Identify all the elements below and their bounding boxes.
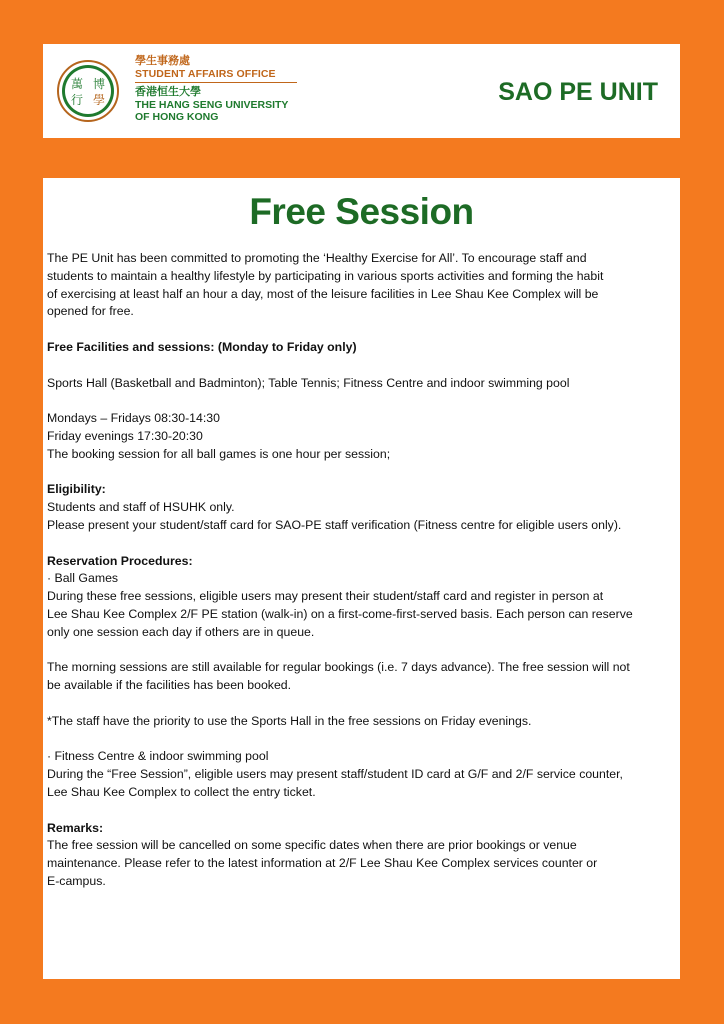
ball-games-line: During these free sessions, eligible users may present their student/staff card and register in person at xyxy=(47,589,604,604)
staff-priority-note: *The staff have the priority to use the Sports Hall in the free sessions on Friday evenings. xyxy=(47,713,532,728)
unit-title: SAO PE UNIT xyxy=(498,78,658,106)
schedule-line: Friday evenings 17:30-20:30 xyxy=(47,428,203,443)
seal-char-1: 萬 xyxy=(70,77,84,91)
reservation-heading: Reservation Procedures: xyxy=(47,553,193,568)
schedule-line: The booking session for all ball games is one hour per session; xyxy=(47,446,391,461)
eligibility-heading: Eligibility: xyxy=(47,482,106,497)
ball-games-line: Lee Shau Kee Complex 2/F PE station (walk-in) on a first-come-first-served basis. Each person can reserve xyxy=(47,606,633,621)
ball-games-label: · Ball Games xyxy=(47,571,119,586)
page-title: Free Session xyxy=(249,191,474,232)
university-name-chinese: 香港恒生大學 xyxy=(135,86,201,98)
university-name-english-line1: THE HANG SENG UNIVERSITY xyxy=(135,99,289,111)
remarks-line: The free session will be cancelled on some specific dates when there are prior bookings or venue xyxy=(47,838,577,853)
fitness-label: · Fitness Centre & indoor swimming pool xyxy=(47,749,269,764)
fitness-line: During the “Free Session”, eligible users may present staff/student ID card at G/F and 2/F service counter, xyxy=(47,767,623,782)
intro-paragraph xyxy=(47,250,676,321)
seal-char-3: 行 xyxy=(70,93,84,107)
morning-note-line: be available if the facilities has been booked. xyxy=(47,678,292,693)
office-name-english: STUDENT AFFAIRS OFFICE xyxy=(135,68,276,80)
remarks-heading: Remarks: xyxy=(47,820,104,835)
university-name-english-line2: OF HONG KONG xyxy=(135,111,219,123)
intro-line: students to maintain a healthy lifestyle by participating in various sports activities and forming the habit xyxy=(47,268,604,283)
intro-line: opened for free. xyxy=(47,304,134,319)
eligibility-line: Students and staff of HSUHK only. xyxy=(47,500,235,515)
intro-line: of exercising at least half an hour a day, most of the leisure facilities in Lee Shau Kee Complex will be xyxy=(47,286,599,301)
logo-wordmark xyxy=(135,55,297,123)
seal-char-2: 博 xyxy=(92,77,106,91)
remarks-line: E-campus. xyxy=(47,873,106,888)
logo-divider xyxy=(135,82,297,83)
office-name-chinese: 學生事務處 xyxy=(135,55,190,67)
remarks-line: maintenance. Please refer to the latest information at 2/F Lee Shau Kee Complex services counter or xyxy=(47,856,598,871)
university-seal-logo xyxy=(57,60,119,122)
schedule-line: Mondays – Fridays 08:30-14:30 xyxy=(47,411,220,426)
morning-note-line: The morning sessions are still available for regular bookings (i.e. 7 days advance). The free session will not xyxy=(47,660,630,675)
facilities-list: Sports Hall (Basketball and Badminton); Table Tennis; Fitness Centre and indoor swimming pool xyxy=(47,375,570,390)
fitness-line: Lee Shau Kee Complex to collect the entry ticket. xyxy=(47,784,316,799)
header-banner xyxy=(43,44,680,138)
seal-char-4: 學 xyxy=(92,93,106,107)
intro-line: The PE Unit has been committed to promoting the ‘Healthy Exercise for All’. To encourage staff and xyxy=(47,251,587,265)
ball-games-line: only one session each day if others are in queue. xyxy=(47,624,315,639)
facilities-heading: Free Facilities and sessions: (Monday to Friday only) xyxy=(47,339,357,354)
content-panel xyxy=(43,178,680,979)
eligibility-line: Please present your student/staff card for SAO-PE staff verification (Fitness centre for eligible users only). xyxy=(47,517,622,532)
schedule-block xyxy=(47,410,676,463)
